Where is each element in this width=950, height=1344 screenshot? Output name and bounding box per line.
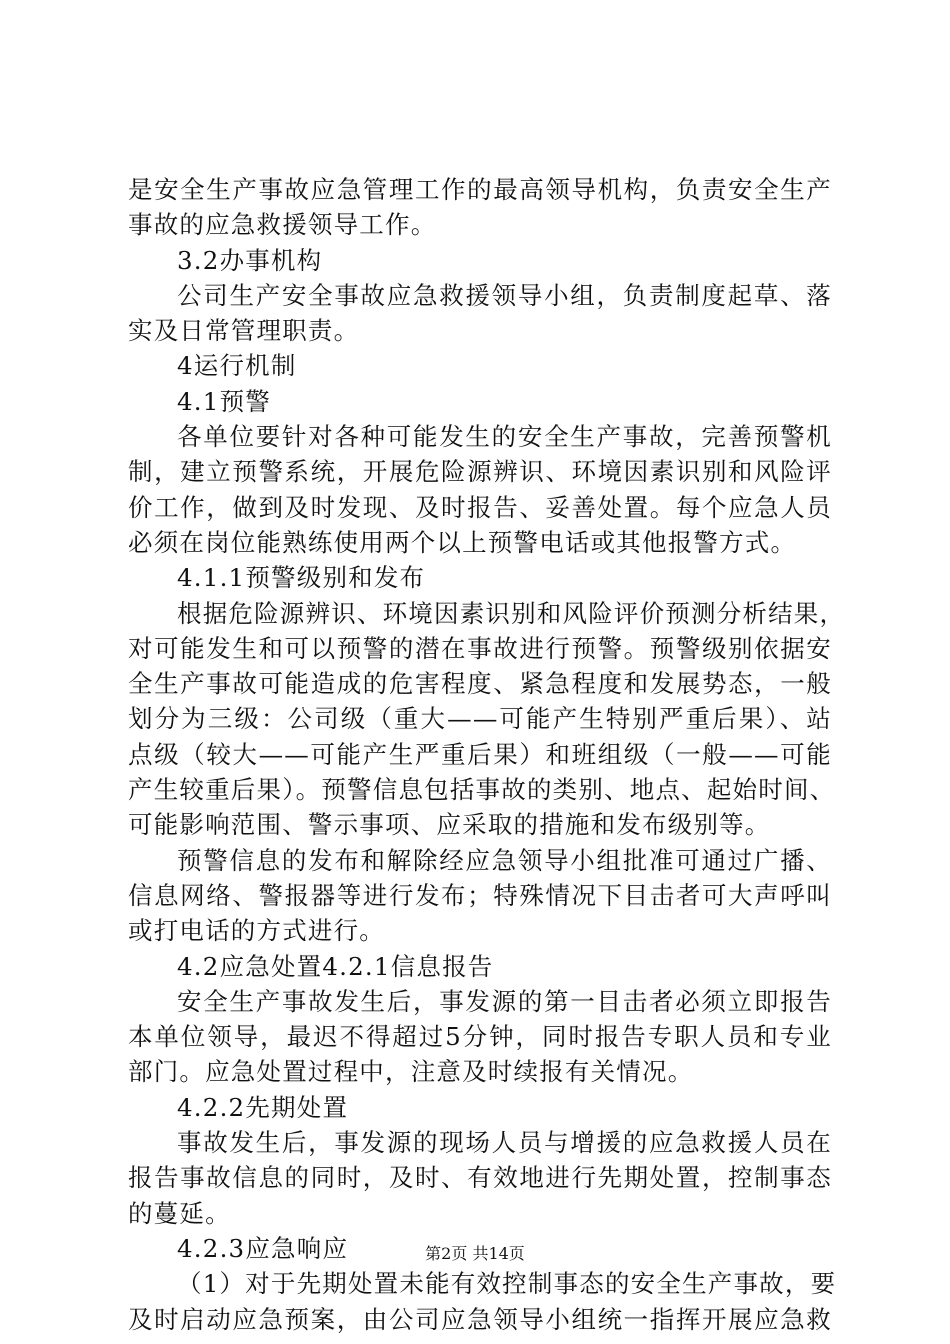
paragraph-line: 点级（较大——可能产生严重后果）和班组级（一般——可能: [128, 739, 832, 769]
paragraph-line: 产生较重后果）。预警信息包括事故的类别、地点、起始时间、: [128, 775, 836, 805]
page-number-footer: 第2页 共14页: [425, 1244, 525, 1263]
paragraph-line: 预警信息的发布和解除经应急领导小组批准可通过广播、: [177, 845, 832, 875]
paragraph-line: 报告事故信息的同时，及时、有效地进行先期处置，控制事态: [128, 1163, 832, 1193]
section-heading: 4.2.2先期处置: [177, 1092, 349, 1122]
paragraph-line: （1）对于先期处置未能有效控制事态的安全生产事故，要: [177, 1269, 837, 1299]
paragraph-line: 实及日常管理职责。: [128, 316, 360, 346]
paragraph-line: 价工作，做到及时发现、及时报告、妥善处置。每个应急人员: [128, 492, 832, 522]
paragraph-line: 本单位领导，最迟不得超过5分钟，同时报告专职人员和专业: [128, 1022, 832, 1052]
paragraph-line: 及时启动应急预案，由公司应急领导小组统一指挥开展应急救: [128, 1304, 832, 1334]
paragraph-line: 的蔓延。: [128, 1198, 231, 1228]
section-heading: 3.2办事机构: [177, 245, 323, 275]
paragraph-line: 或打电话的方式进行。: [128, 916, 385, 946]
paragraph-line: 划分为三级：公司级（重大——可能产生特别严重后果）、站: [128, 704, 832, 734]
paragraph-line: 是安全生产事故应急管理工作的最高领导机构，负责安全生产: [128, 175, 832, 204]
section-heading: 4.2应急处置4.2.1信息报告: [177, 951, 494, 981]
paragraph-line: 信息网络、警报器等进行发布；特殊情况下目击者可大声呼叫: [128, 880, 832, 910]
paragraph-line: 必须在岗位能熟练使用两个以上预警电话或其他报警方式。: [128, 527, 797, 557]
section-heading: 4.1.1预警级别和发布: [177, 563, 426, 593]
paragraph-line: 公司生产安全事故应急救援领导小组，负责制度起草、落: [177, 280, 832, 310]
paragraph-line: 对可能发生和可以预警的潜在事故进行预警。预警级别依据安: [128, 633, 832, 663]
paragraph-line: 根据危险源辨识、环境因素识别和风险评价预测分析结果，: [177, 598, 846, 628]
paragraph-line: 制，建立预警系统，开展危险源辨识、环境因素识别和风险评: [128, 457, 832, 487]
section-heading: 4.2.3应急响应: [177, 1233, 349, 1263]
section-heading: 4运行机制: [177, 351, 297, 381]
paragraph-line: 部门。应急处置过程中，注意及时续报有关情况。: [128, 1057, 694, 1087]
paragraph-line: 可能影响范围、警示事项、应采取的措施和发布级别等。: [128, 810, 771, 840]
paragraph-line: 事故发生后，事发源的现场人员与增援的应急救援人员在: [177, 1128, 832, 1158]
document-body: [128, 172, 846, 1337]
section-heading: 4.1预警: [177, 386, 271, 416]
paragraph-line: 安全生产事故发生后，事发源的第一目击者必须立即报告: [177, 986, 832, 1016]
paragraph-line: 各单位要针对各种可能发生的安全生产事故，完善预警机: [177, 422, 832, 452]
paragraph-line: 全生产事故可能造成的危害程度、紧急程度和发展势态，一般: [128, 669, 832, 699]
paragraph-line: 事故的应急救援领导工作。: [128, 210, 437, 240]
